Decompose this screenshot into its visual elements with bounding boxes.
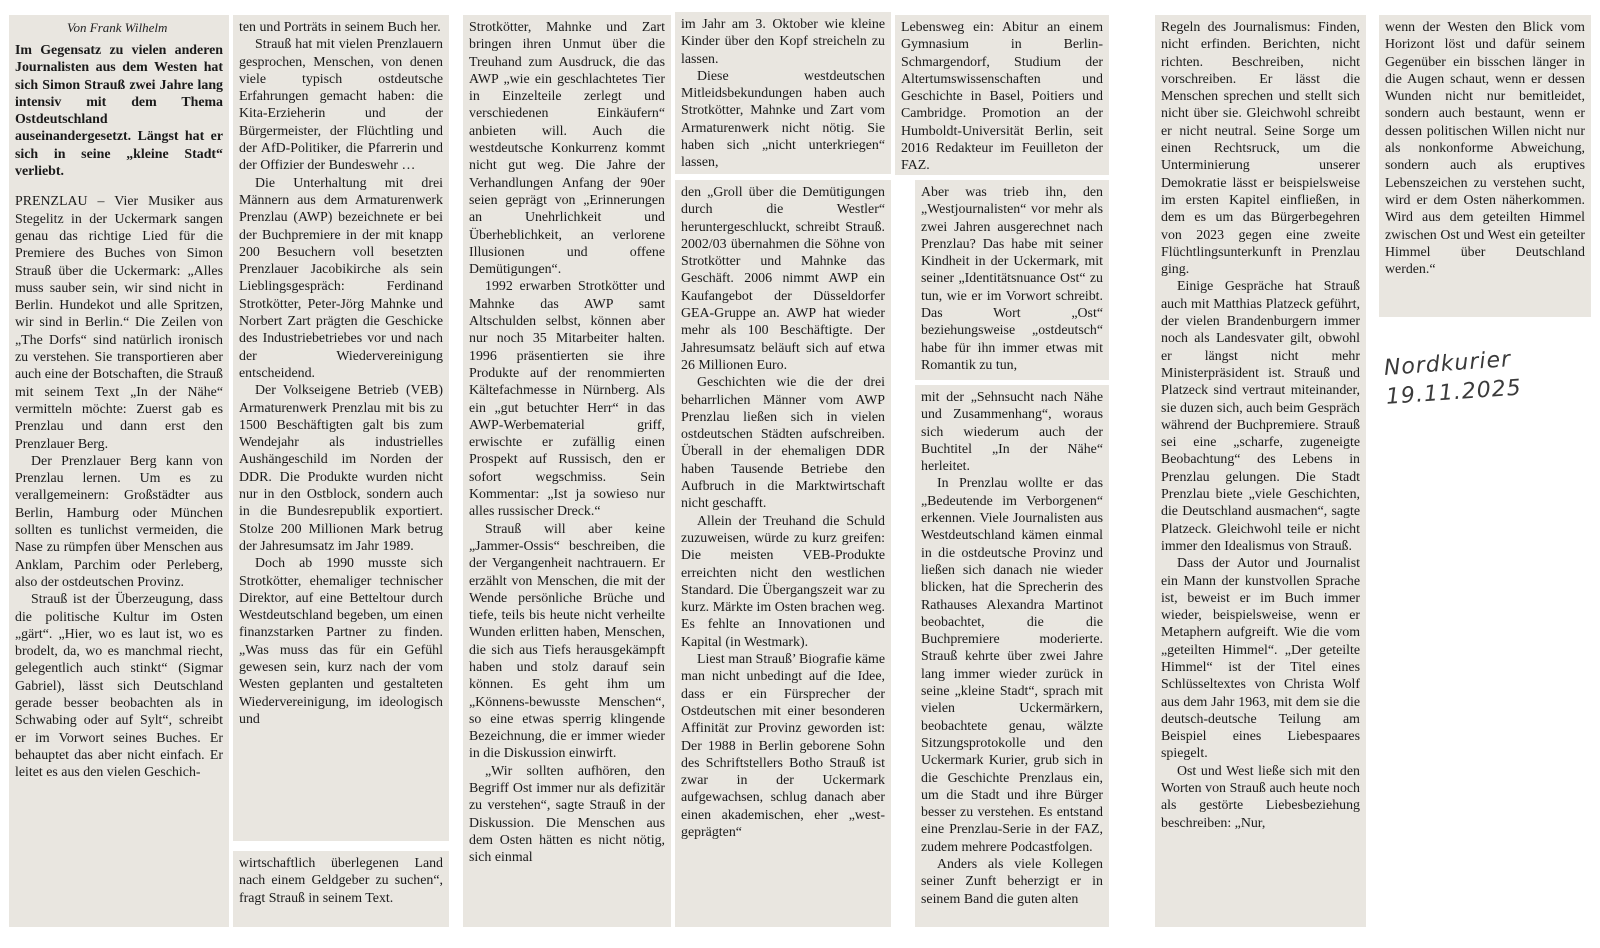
- paragraph: Einige Gespräche hat Strauß auch mit Matthias Platzeck geführt, der vielen Brandenburgern immer noch als Landesvater gilt, obwohl er längst nicht mehr Ministerpräsident ist. Strauß und Platzeck sind vertraut miteinander, sie duzen sich, auch beim Gespräch während der Buchpremiere. Strauß sei eine „scharfe, zugeneigte Beobachtung“ des Lebens in Prenzlau gelungen. Die Stadt Prenzlau biete „viele Geschichten, die Deutschland ausmachen“, sagte Platzeck. Gleichwohl teile er nicht immer den Idealismus von Strauß.: [1161, 279, 1360, 554]
- column-7-text: [1385, 19, 1585, 278]
- paragraph: Allein der Treuhand die Schuld zuzuweisen, würde zu kurz greifen: Die meisten VEB-Produkte erreichten nicht den westlichen Standard. Die Übergangszeit war zu kurz. Märkte im Osten brachen weg. Es fehlte an Innovationen und Kapital (in Westmark).: [681, 513, 885, 650]
- paragraph: „Wir sollten aufhören, den Begriff Ost immer nur als defizitär zu verstehen“, sagte Strauß in der Diskussion. Die Menschen aus dem Osten hätten es nicht nötig, sich einmal: [469, 763, 665, 866]
- paragraph: In Prenzlau wollte er das „Bedeutende im Verborgenen“ erkennen. Viele Journalisten aus Westdeutschland kämen einmal in die ostdeutsche Provinz und ließen sich danach nie wieder blicken, hat die Sprecherin des Rathauses Alexandra Martinot beobachtet, die die Buchpremiere moderierte. Strauß kehrte über zwei Jahre lang immer wieder zurück in seine „kleine Stadt“, sprach mit vielen Uckermärkern, beobachtete genau, wälzte Sitzungsprotokolle und den Uckermark Kurier, grub sich in die Geschichte Prenzlaus ein, um die Stadt und ihre Bürger besser zu verstehen. Es entstand eine Prenzlau-Serie in der FAZ, zudem mehrere Podcastfolgen.: [921, 476, 1103, 855]
- paragraph: Liest man Strauß’ Biografie käme man nicht unbedingt auf die Idee, dass er ein Fürsprecher der Ostdeutschen mit einer besonderen Affinität zur Provinz geworden ist: Der 1988 in Berlin geborene Sohn des Schriftstellers Botho Strauß ist zwar in der Uckermark aufgewachsen, schlug danach aber einen akademischen, eher „west-geprägten“: [681, 652, 885, 840]
- paragraph: Strotkötter, Mahnke und Zart bringen ihren Unmut über die Treuhand zum Ausdruck, die das AWP „wie ein geschlachtetes Tier in Einzelteile zerlegt und verschiedenen Einkäufern“ anbieten will. Auch die westdeutsche Konkurrenz kommt nicht gut weg. Die Jahre der Verhandlungen Anfang der 90er seien geprägt von „Erinnerungen an Unehrlichkeit und Überheblichkeit, an verlorene Illusionen und offene Demütigungen“.: [469, 20, 665, 278]
- paragraph: Lebensweg ein: Abitur an einem Gymnasium in Berlin-Schmargendorf, Studium der Altertumswissenschaften und Geschichte in Basel, Poitiers und Cambridge. Promotion an der Humboldt-Universität Berlin, seit 2016 Redakteur im Feuilleton der FAZ.: [901, 20, 1103, 174]
- paragraph: Geschichten wie die der drei beharrlichen Männer vom AWP Prenzlau ließen sich in vielen ostdeutschen Städten aufschreiben. Überall in der ehemaligen DDR haben Tausende Betriebe den Aufbruch in die Marktwirtschaft nicht geschafft.: [681, 375, 885, 512]
- column-1-clipping: [9, 15, 229, 927]
- paragraph: im Jahr am 3. Oktober wie kleine Kinder über den Kopf streicheln zu lassen.: [681, 17, 885, 67]
- column-2-text: [239, 19, 443, 728]
- column-7-clipping: [1379, 15, 1591, 317]
- paragraph: Die Unterhaltung mit drei Männern aus dem Armaturenwerk Prenzlau (AWP) bezeichnete er bei der Buchpremiere in der mit knapp 200 Besuchern voll besetzten Prenzlauer Jacobikirche als sein Lieblingsgespräch: Ferdinand Strotkötter, Peter-Jörg Mahnke und Norbert Zart prägten die Geschicke des Industriebetriebes vor und nach der Wiedervereinigung entscheidend.: [239, 175, 443, 381]
- paragraph: Aber was trieb ihn, den „Westjournalisten“ vor mehr als zwei Jahren ausgerechnet nach Prenzlau? Das habe mit seiner Kindheit in der Uckermark, mit seiner „Identitätsnuance Ost“ zu tun, wie er im Vorwort schreibt. Das Wort „Ost“ beziehungsweise „ostdeutsch“ habe für ihn immer etwas mit Romantik zu tun,: [921, 185, 1103, 373]
- column-3-clipping: [463, 15, 671, 927]
- column-5-bottom-text: [921, 389, 1103, 908]
- column-5-top-text: [901, 19, 1103, 175]
- paragraph: Strauß ist der Überzeugung, dass die politische Kultur im Osten „gärt“. „Hier, wo es laut ist, wo es brodelt, da, wo es manchmal riecht, gelegentlich auch stinkt“ (Sigmar Gabriel), lässt sich Deutschland gerade besser beobachten als in Schwabing oder auf Sylt“, schreibt er im Vorwort seines Buches. Er behauptet das aber nicht einfach. Er leitet es aus den vielen Geschich-: [15, 592, 223, 781]
- handwritten-source-note: [1383, 342, 1557, 418]
- paragraph: den „Groll über die Demütigungen durch die Westler“ heruntergeschluckt, schreibt Strauß. 2002/03 übernahmen die Söhne von Strotkötter und Mahnke das Geschäft. 2006 nimmt AWP ein Kaufangebot der Düsseldorfer GEA-Gruppe an. AWP hat wieder mehr als 100 Beschäftigte. Der Jahresumsatz beläuft sich auf etwa 26 Millionen Euro.: [681, 185, 885, 373]
- column-2-clipping: [233, 15, 449, 841]
- paragraph: Strauß will aber keine „Jammer-Ossis“ beschreiben, die der Vergangenheit nachtrauern. Er erzählt von Menschen, die mit der Wende persönliche Brüche und tiefe, teils bis heute nicht verheilte Wunden erlitten haben, Menschen, die sich aus Tiefs herausgekämpft haben und stolz darauf sein können. Es geht ihm um „Könnens-bewusste Menschen“, so eine etwas sperrig klingende Bezeichnung, die er immer wieder in die Diskussion einwirft.: [469, 521, 665, 762]
- handwritten-date: 19.11.2025: [1385, 375, 1523, 410]
- paragraph: Der Volkseigene Betrieb (VEB) Armaturenwerk Prenzlau mit bis zu 1500 Beschäftigten galt bis zum Wendejahr als industrielles Aushängeschild im Norden der DDR. Die Produkte wurden nicht nur in den Ostblock, sondern auch in die Bundesrepublik exportiert. Stolze 200 Millionen Mark betrug der Jahresumsatz im Jahr 1989.: [239, 383, 443, 554]
- paragraph: wirtschaftlich überlegenen Land nach einem Geldgeber zu suchen“, fragt Strauß in seinem Text.: [239, 856, 443, 906]
- column-2-continuation-text: [239, 855, 443, 907]
- dateline: PRENZLAU –: [15, 194, 105, 210]
- paragraph: mit der „Sehnsucht nach Nähe und Zusammenhang“, woraus sich wiederum auch der Buchtitel „In der Nähe“ herleitet.: [921, 390, 1103, 475]
- column-4-top-text: [681, 16, 885, 172]
- byline: Von Frank Wilhelm: [67, 20, 168, 35]
- column-4-clipping: [675, 180, 891, 927]
- paragraph: 1992 erwarben Strotkötter und Mahnke das AWP samt Altschulden selbst, können aber nur noch 35 Mitarbeiter halten. 1996 präsentierten sie ihre Produkte auf der renommierten Kältefachmesse in Nürnberg. Als ein „gut betuchter Herr“ in das AWP-Werbematerial griff, erwischte er zufällig einen Prospekt auf Russisch, den er sofort wegschmiss. Sein Kommentar: „Ist ja sowieso nur alles russischer Dreck.“: [469, 279, 665, 520]
- paragraph: Strauß hat mit vielen Prenzlauern gesprochen, Menschen, von denen viele typisch ostdeutsche Erfahrungen gemacht haben: die Kita-Erzieherin und der Bürgermeister, der Flüchtling und der AfD-Politiker, die Pfarrerin und der Offizier der Bundeswehr …: [239, 37, 443, 174]
- handwritten-publication: Nordkurier: [1383, 347, 1512, 381]
- paragraph-text: Vier Musiker aus Stegelitz in der Uckermark sangen genau das richtige Lied für die Premiere des Buches von Simon Strauß über die Uckermark: „Alles muss sauber sein, wir sind nicht in Berlin. Hundekot und alle Spritzen, wir sind in Berlin.“ Die Zeilen von „The Dorfs“ sind natürlich ironisch zu verstehen. Sie transportieren aber auch eine der Botschaften, die Strauß mit seinem Text „In der Nähe“ vermitteln möchte: Zuerst gab es Prenzlau und dann erst den Prenzlauer Berg.: [15, 194, 223, 452]
- column-6-clipping: [1155, 15, 1366, 927]
- paragraph: Anders als viele Kollegen seiner Zunft beherzigt er in seinem Band die guten alten: [921, 857, 1103, 907]
- column-4-text: [681, 184, 885, 841]
- paragraph: ten und Porträts in seinem Buch her.: [239, 20, 441, 35]
- paragraph: Ost und West ließe sich mit den Worten von Strauß auch heute noch als gestörte Liebesbeziehung beschreiben: „Nur,: [1161, 763, 1360, 831]
- paragraph: Doch ab 1990 musste sich Strotkötter, ehemaliger technischer Direktor, auf eine Betteltour durch Westdeutschland begeben, um einen finanzstarken Partner zu finden. „Was muss das für ein Gefühl gewesen sein, kurz nach der vom Westen geplanten und gestalteten Wiedervereinigung, im ideologisch und: [239, 556, 443, 727]
- column-5-bottom-clipping: [915, 385, 1109, 927]
- column-5-top-clipping: [895, 15, 1109, 175]
- paragraph: [15, 193, 223, 452]
- paragraph: wenn der Westen den Blick vom Horizont löst und dafür seinem Gegenüber ein bisschen länger in die Augen schaut, wenn er dessen Wunden nicht nur bemitleidet, sondern auch bestaunt, wenn er dessen politischen Willen nicht nur als nonkonforme Abweichung, sondern auch als eruptives Lebenszeichen zu verstehen sucht, wird er dem Osten näherkommen. Wird aus dem geteilten Himmel zwischen Ost und West ein geteilter Himmel über Deutschland werden.“: [1385, 20, 1585, 278]
- paragraph: Dass der Autor und Journalist ein Mann der kunstvollen Sprache ist, beweist er im Buch immer wieder, beispielsweise, wenn er Metaphern aufgreift. Wie die vom „geteilten Himmel“. „Der geteilte Himmel“ ist der Titel eines Schlüsseltextes von Christa Wolf aus dem Jahr 1963, mit dem sie die deutsch-deutsche Teilung am Beispiel eines Liebespaares spiegelt.: [1161, 556, 1360, 762]
- column-5-middle-text: [921, 184, 1103, 374]
- paragraph: Der Prenzlauer Berg kann von Prenzlau lernen. Um es zu verallgemeinern: Großstädter aus Berlin, Hamburg oder München sollten es tunlichst vermeiden, die Nase zu rümpfen über Menschen aus Anklam, Parchim oder Perleberg, also der ostdeutschen Provinz.: [15, 453, 223, 590]
- paragraph: Diese westdeutschen Mitleidsbekundungen haben auch Strotkötter, Mahnke und Zart vom Armaturenwerk nicht nötig. Sie haben sich „nicht unterkriegen“ lassen,: [681, 68, 885, 171]
- column-5-middle-clipping: [915, 180, 1109, 380]
- paragraph: Regeln des Journalismus: Finden, nicht erfinden. Berichten, nicht richten. Beschreiben, nicht vorschreiben. Er lässt die Menschen sprechen und stellt sich nicht über sie. Gleichwohl schreibt er nicht neutral. Seine Sorge um einen Rechtsruck, um die Unterminierung unserer Demokratie lässt er beispielsweise im ersten Kapitel einfließen, in dem es um das Bürgerbegehren von 2023 gegen eine zweite Flüchtlingsunterkunft in Prenzlau ging.: [1161, 20, 1360, 278]
- column-4-top-clipping: [675, 12, 891, 174]
- lead-paragraph: Im Gegensatz zu vielen anderen Journalisten aus dem Westen hat sich Simon Strauß zwei Jahre lang intensiv mit dem Thema Ostdeutschland auseinandergesetzt. Längst hat er sich in seine „kleine Stadt“ verliebt.: [15, 43, 223, 180]
- column-1-text: [15, 193, 223, 781]
- column-3-text: [469, 19, 665, 867]
- column-2-continuation-clipping: [233, 851, 449, 927]
- column-6-text: [1161, 19, 1360, 832]
